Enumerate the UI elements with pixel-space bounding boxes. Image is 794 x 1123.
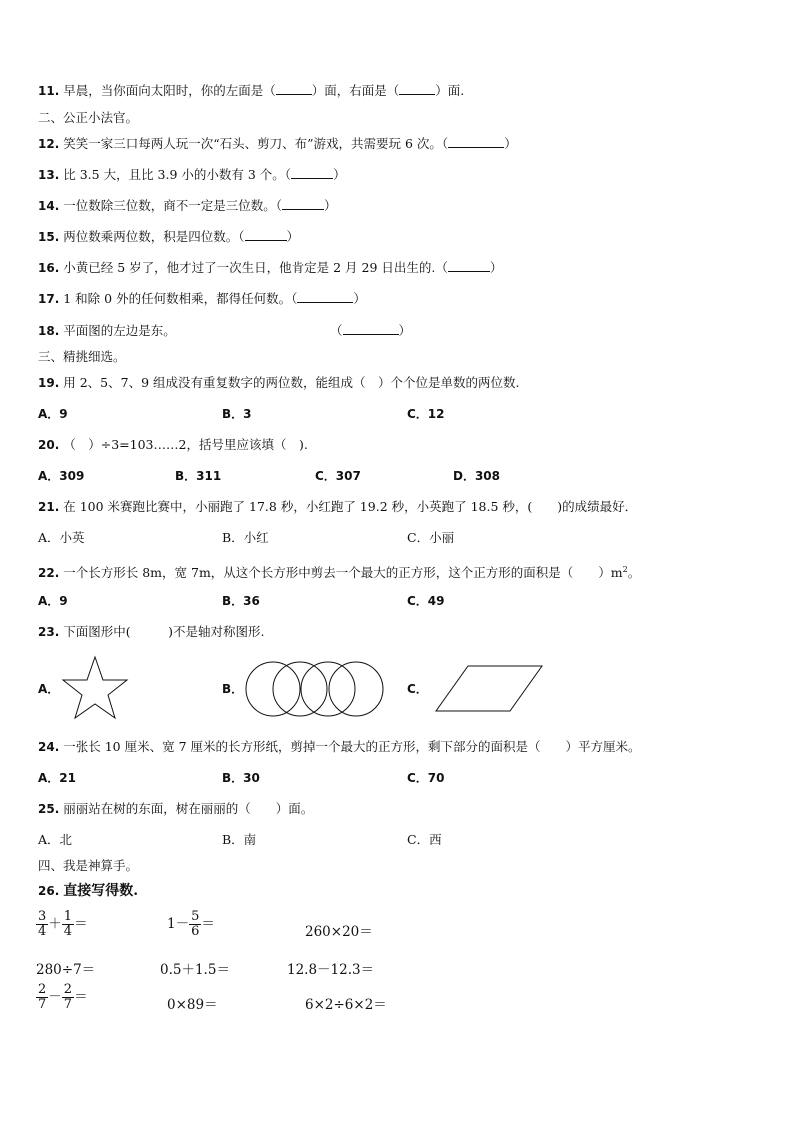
star-shape [60, 655, 130, 721]
answer-blank[interactable] [291, 167, 333, 179]
question-25: 25. 丽丽站在树的东面，树在丽丽的（ ）面。 [38, 801, 314, 816]
question-17: 17. 1 和除 0 外的任何数相乘，都得任何数。（ ） [38, 291, 366, 306]
section-2-title: 二、公正小法官。 [38, 110, 139, 125]
fraction: $\frac{5}{6}$ [191, 909, 200, 939]
question-22: 22. 一个长方形长 8m，宽 7m，从这个长方形中剪去一个最大的正方形，这个正方形的面积是（ ）$m^2$。 [38, 565, 641, 581]
option-c[interactable]: C．70 [407, 771, 445, 785]
answer-blank[interactable] [297, 291, 353, 303]
option-b[interactable]: B．36 [222, 594, 260, 608]
option-c[interactable]: C．307 [315, 469, 361, 483]
question-16: 16. 小黄已经 5 岁了，他才过了一次生日，他肯定是 2 月 29 日出生的.（ ） [38, 260, 503, 275]
question-26: 26. 直接写得数. [38, 883, 139, 899]
option-b[interactable]: B．311 [175, 469, 222, 483]
option-a[interactable]: A．北 [38, 832, 73, 847]
option-c[interactable]: C．12 [407, 407, 445, 421]
question-21: 21. 在 100 米赛跑比赛中，小丽跑了 17.8 秒，小红跑了 19.2 秒，小英跑了 18.5 秒，( )的成绩最好． [38, 499, 638, 514]
section-4-title: 四、我是神算手。 [38, 858, 139, 873]
calc-item: 12.8－12.3＝ [287, 962, 375, 978]
question-14: 14. 一位数除三位数，商不一定是三位数。（ ） [38, 198, 337, 213]
four-circles-shape [244, 660, 386, 718]
question-23: 23. 下面图形中( )不是轴对称图形. [38, 624, 265, 639]
question-15: 15. 两位数乘两位数，积是四位数。（ ） [38, 229, 300, 244]
option-b[interactable]: B．南 [222, 832, 257, 847]
answer-blank[interactable] [245, 229, 287, 241]
calc-item: 0×89＝ [167, 997, 218, 1013]
option-c[interactable]: C．小丽 [407, 530, 455, 545]
fraction: $\frac{1}{4}$ [63, 909, 73, 939]
option-b[interactable]: B．小红 [222, 530, 269, 545]
question-11: 11. 早晨，当你面向太阳时，你的左面是（ ）面，右面是（ ）面. [38, 83, 465, 98]
calc-item: 6×2÷6×2＝ [305, 997, 387, 1013]
calc-item: 280÷7＝ [36, 962, 96, 978]
option-a[interactable]: A．9 [38, 594, 68, 608]
fraction: $\frac{3}{4}$ [38, 909, 47, 939]
parallelogram-shape [434, 664, 546, 714]
answer-blank[interactable] [343, 323, 399, 335]
question-13: 13. 比 3.5 大，且比 3.9 小的小数有 3 个。（ ） [38, 167, 346, 182]
calc-item: $\frac{2}{7}$ － $\frac{2}{7}$ ＝ [38, 982, 88, 1012]
calc-item: $\frac{3}{4}$ ＋ $\frac{1}{4}$ ＝ [38, 909, 88, 939]
question-18: 18. 平面图的左边是东。 [38, 323, 176, 338]
option-c[interactable]: C． [407, 682, 428, 696]
option-d[interactable]: D．308 [453, 469, 501, 483]
option-a[interactable]: A． [38, 682, 60, 696]
option-a[interactable]: A．小英 [38, 530, 85, 545]
option-c[interactable]: C．西 [407, 832, 442, 847]
question-24: 24. 一张长 10 厘米、宽 7 厘米的长方形纸，剪掉一个最大的正方形，剩下部分的面积是（ ）平方厘米。 [38, 739, 641, 754]
option-a[interactable]: A．309 [38, 469, 85, 483]
option-b[interactable]: B．30 [222, 771, 260, 785]
calc-item: 1－ $\frac{5}{6}$ ＝ [167, 909, 215, 939]
option-a[interactable]: A．9 [38, 407, 68, 421]
question-20: 20. （ ）÷3=103……2，括号里应该填（ ). [38, 437, 308, 452]
section-3-title: 三、精挑细选。 [38, 349, 126, 364]
question-number: 11. [38, 84, 60, 98]
fraction: $\frac{2}{7}$ [63, 982, 73, 1012]
calc-item: 260×20＝ [305, 924, 373, 940]
answer-blank[interactable] [448, 260, 490, 272]
option-a[interactable]: A．21 [38, 771, 76, 785]
answer-blank[interactable] [276, 83, 312, 95]
question-19: 19. 用 2、5、7、9 组成没有重复数字的两位数，能组成（ ）个个位是单数的两位数. [38, 375, 520, 390]
answer-blank[interactable] [282, 198, 324, 210]
calc-item: 0.5＋1.5＝ [160, 962, 230, 978]
question-18-answer: （ ） [330, 323, 412, 338]
answer-blank[interactable] [448, 136, 504, 148]
option-b[interactable]: B．3 [222, 407, 252, 421]
fraction: $\frac{2}{7}$ [38, 982, 47, 1012]
answer-blank[interactable] [399, 83, 435, 95]
question-12: 12. 笑笑一家三口每两人玩一次“石头、剪刀、布”游戏，共需要玩 6 次。（ ） [38, 136, 517, 151]
option-c[interactable]: C．49 [407, 594, 445, 608]
option-b[interactable]: B． [222, 682, 244, 696]
